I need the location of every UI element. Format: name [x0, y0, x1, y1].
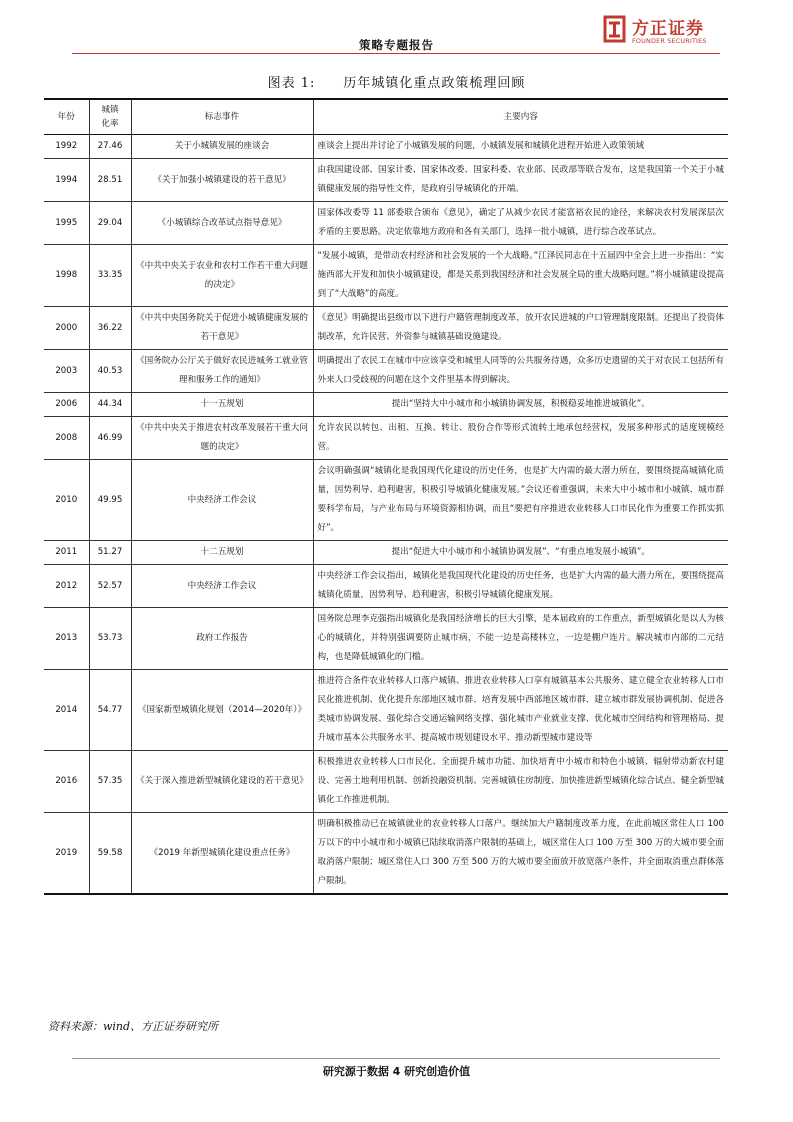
urbanization-rate-cell: 44.34 — [89, 393, 131, 417]
event-cell: 政府工作报告 — [131, 608, 313, 670]
year-cell: 2011 — [44, 541, 89, 565]
urbanization-rate-cell: 54.77 — [89, 670, 131, 751]
year-cell: 2006 — [44, 393, 89, 417]
urbanization-rate-cell: 33.35 — [89, 245, 131, 307]
header-year: 年份 — [44, 99, 89, 135]
content-cell: 国务院总理李克强指出城镇化是我国经济增长的巨大引擎，是本届政府的工作重点，新型城镇化是以人为核心的城镇化，并特别强调要防止城市病，不能一边是高楼林立，一边是棚户连片。解决城市内部的二元结构，也是降低城镇化的门槛。 — [313, 608, 728, 670]
year-cell: 2013 — [44, 608, 89, 670]
table-row — [44, 608, 728, 670]
event-cell: 关于小城镇发展的座谈会 — [131, 135, 313, 159]
event-cell: 《国务院办公厅关于做好农民进城务工就业管理和服务工作的通知》 — [131, 350, 313, 393]
policy-table — [44, 98, 728, 895]
year-cell: 1998 — [44, 245, 89, 307]
table-header-row — [44, 99, 728, 135]
table-row — [44, 751, 728, 813]
event-cell: 《中共中央国务院关于促进小城镇健康发展的若干意见》 — [131, 307, 313, 350]
urbanization-rate-cell: 53.73 — [89, 608, 131, 670]
event-cell: 《中共中央关于推进农村改革发展若干重大问题的决定》 — [131, 417, 313, 460]
table-row — [44, 670, 728, 751]
header-content: 主要内容 — [313, 99, 728, 135]
content-cell: 提出“坚持大中小城市和小城镇协调发展，积极稳妥地推进城镇化”。 — [313, 393, 728, 417]
urbanization-rate-cell: 40.53 — [89, 350, 131, 393]
urbanization-rate-cell: 52.57 — [89, 565, 131, 608]
table-row — [44, 460, 728, 541]
event-cell: 《2019 年新型城镇化建设重点任务》 — [131, 813, 313, 895]
content-cell: 《意见》明确提出县级市以下进行户籍管理制度改革，放开农民进城的户口管理制度限制。还提出了投资体制改革，允许民营、外资参与城镇基础设施建设。 — [313, 307, 728, 350]
year-cell: 2003 — [44, 350, 89, 393]
event-cell: 中央经济工作会议 — [131, 460, 313, 541]
table-row — [44, 307, 728, 350]
year-cell: 2008 — [44, 417, 89, 460]
event-cell: 《中共中央关于农业和农村工作若干重大问题的决定》 — [131, 245, 313, 307]
header-rate: 城镇化率 — [89, 99, 131, 135]
content-cell: 国家体改委等 11 部委联合颁布《意见》，确定了从减少农民才能富裕农民的途径，来解决农村发展深层次矛盾的主要思路。决定依靠地方政府和各有关部门，选择一批小城镇，进行综合改革试点。 — [313, 202, 728, 245]
urbanization-rate-cell: 27.46 — [89, 135, 131, 159]
urbanization-rate-cell: 28.51 — [89, 159, 131, 202]
content-cell: 推进符合条件农业转移人口落户城镇、推进农业转移人口享有城镇基本公共服务、建立健全农业转移人口市民化推进机制、优化提升东部地区城市群、培育发展中西部地区城市群、建立城市群发展协调机制、促进各类城市协调发展、强化综合交通运输网络支撑、强化城市产业就业支撑、优化城市空间结构和管理格局、提升城市基本公共服务水平、提高城市规划建设水平、推动新型城市建设等 — [313, 670, 728, 751]
logo-chinese-text: 方正证券 — [632, 19, 704, 39]
footer-divider — [72, 1058, 720, 1059]
content-cell: 明确提出了农民工在城市中应该享受和城里人同等的公共服务待遇，众多历史遗留的关于对农民工包括所有外来人口受歧视的问题在这个文件里基本得到解决。 — [313, 350, 728, 393]
table-row — [44, 541, 728, 565]
table-row — [44, 565, 728, 608]
founder-securities-logo — [601, 14, 721, 48]
content-cell: 会议明确强调“城镇化是我国现代化建设的历史任务，也是扩大内需的最大潜力所在，要围绕提高城镇化质量，因势利导、趋利避害，积极引导城镇化健康发展。”会议还着重强调，未来大中小城市和小城镇、城市群要科学布局，与产业布局与环境资源相协调，而且“要把有序推进农业转移人口市民化作为重要工作抓实抓好”。 — [313, 460, 728, 541]
figure-caption: 历年城镇化重点政策梳理回顾 — [343, 76, 526, 91]
urbanization-rate-cell: 57.35 — [89, 751, 131, 813]
content-cell: 由我国建设部、国家计委、国家体改委、国家科委、农业部、民政部等联合发布，这是我国第一个关于小城镇健康发展的指导性文件，是政府引导城镇化的开端。 — [313, 159, 728, 202]
table-body — [44, 135, 728, 895]
table-row — [44, 813, 728, 895]
logo-mark-icon — [601, 14, 628, 44]
figure-label: 图表 1: — [267, 76, 316, 91]
table-row — [44, 159, 728, 202]
urbanization-rate-cell: 51.27 — [89, 541, 131, 565]
event-cell: 《国家新型城镇化规划（2014—2020年）》 — [131, 670, 313, 751]
event-cell: 中央经济工作会议 — [131, 565, 313, 608]
year-cell: 1995 — [44, 202, 89, 245]
urbanization-rate-cell: 46.99 — [89, 417, 131, 460]
event-cell: 《小城镇综合改革试点指导意见》 — [131, 202, 313, 245]
logo-english-text: FOUNDER SECURITIES — [632, 37, 707, 45]
footer-slogan: 研究源于数据 4 研究创造价值 — [322, 1065, 471, 1078]
content-cell: 积极推进农业转移人口市民化、全面提升城市功能、加快培育中小城市和特色小城镇、辐射带动新农村建设、完善土地利用机制、创新投融资机制、完善城镇住房制度、加快推进新型城镇化综合试点、健全新型城镇化工作推进机制。 — [313, 751, 728, 813]
event-cell: 十一五规划 — [131, 393, 313, 417]
content-cell: “发展小城镇，是带动农村经济和社会发展的一个大战略。”江泽民同志在十五届四中全会上进一步指出：“实施西部大开发和加快小城镇建设，都是关系到我国经济和社会发展全局的重大战略问题。”将小城镇建设提高到了“大战略”的高度。 — [313, 245, 728, 307]
year-cell: 2019 — [44, 813, 89, 895]
event-cell: 《关于加强小城镇建设的若干意见》 — [131, 159, 313, 202]
urbanization-rate-cell: 59.58 — [89, 813, 131, 895]
urbanization-rate-cell: 29.04 — [89, 202, 131, 245]
figure-title — [0, 72, 793, 91]
content-cell: 座谈会上提出并讨论了小城镇发展的问题，小城镇发展和城镇化进程开始进入政策领域 — [313, 135, 728, 159]
content-cell: 允许农民以转包、出租、互换、转让、股份合作等形式流转土地承包经营权，发展多种形式的适度规模经营。 — [313, 417, 728, 460]
content-cell: 明确积极推动已在城镇就业的农业转移人口落户。继续加大户籍制度改革力度，在此前城区常住人口 100 万以下的中小城市和小城镇已陆续取消落户限制的基础上，城区常住人口 100 万至 300 万的大城市要全面取消落户限制；城区常住人口 300 万至 500 万的大城市要全面放开放宽落户条件，并全面取消重点群体落户限制。 — [313, 813, 728, 895]
header-divider — [72, 53, 720, 54]
table-row — [44, 350, 728, 393]
table-row — [44, 202, 728, 245]
year-cell: 2016 — [44, 751, 89, 813]
event-cell: 《关于深入推进新型城镇化建设的若干意见》 — [131, 751, 313, 813]
table-row — [44, 417, 728, 460]
table-row — [44, 393, 728, 417]
policy-table-wrapper — [44, 98, 728, 895]
table-row — [44, 135, 728, 159]
year-cell: 2010 — [44, 460, 89, 541]
year-cell: 2012 — [44, 565, 89, 608]
report-type-title: 策略专题报告 — [359, 38, 434, 52]
content-cell: 提出“促进大中小城市和小城镇协调发展”、“有重点地发展小城镇”。 — [313, 541, 728, 565]
table-row — [44, 245, 728, 307]
header-event: 标志事件 — [131, 99, 313, 135]
source-note: 资料来源：wind、方正证券研究所 — [48, 1020, 219, 1033]
year-cell: 1994 — [44, 159, 89, 202]
event-cell: 十二五规划 — [131, 541, 313, 565]
urbanization-rate-cell: 36.22 — [89, 307, 131, 350]
year-cell: 2000 — [44, 307, 89, 350]
content-cell: 中央经济工作会议指出，城镇化是我国现代化建设的历史任务，也是扩大内需的最大潜力所在，要围绕提高城镇化质量，因势利导、趋利避害，积极引导城镇化健康发展。 — [313, 565, 728, 608]
year-cell: 1992 — [44, 135, 89, 159]
urbanization-rate-cell: 49.95 — [89, 460, 131, 541]
year-cell: 2014 — [44, 670, 89, 751]
